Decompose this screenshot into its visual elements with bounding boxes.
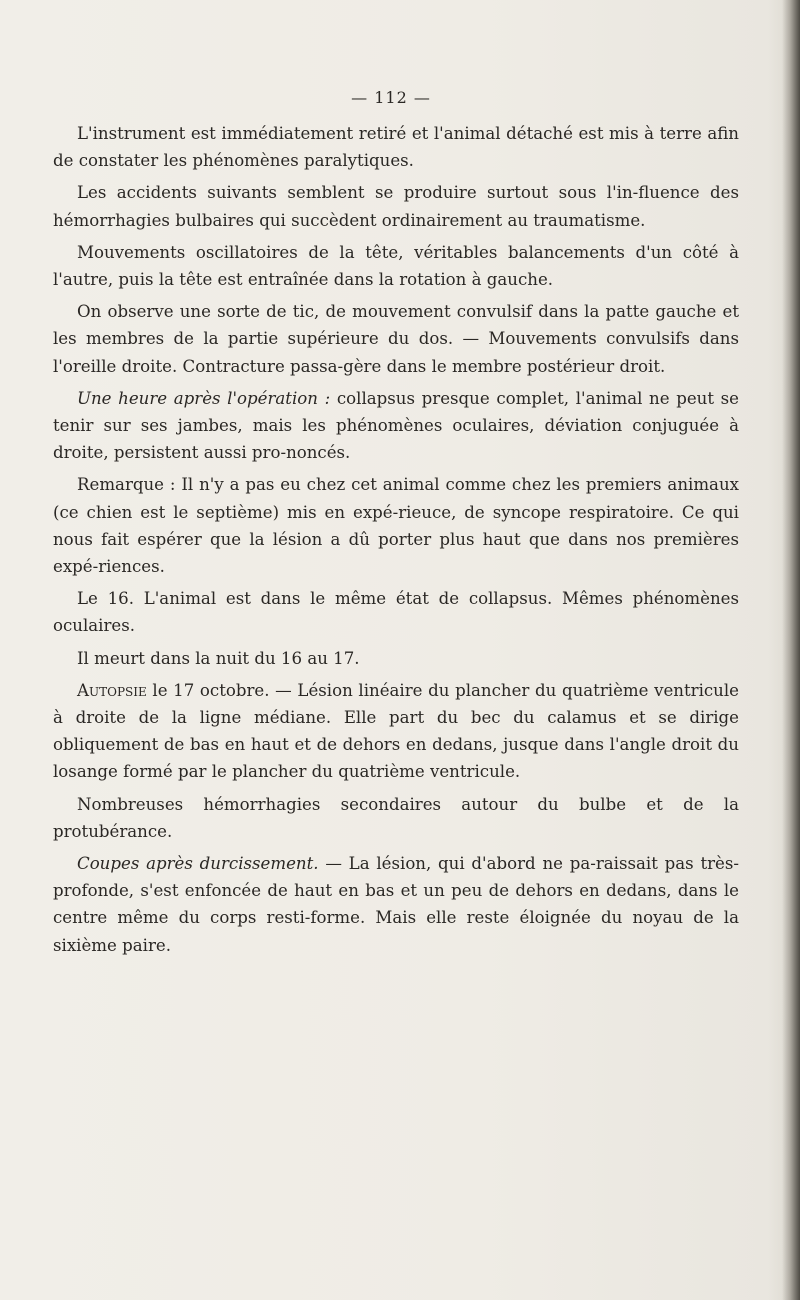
paragraph-10	[53, 791, 739, 845]
paragraph-5-lead: Une heure après l'opération :	[77, 388, 331, 408]
paragraph-5-text: collapsus presque complet, l'animal ne peut se tenir sur ses jambes, mais les phénomènes oculaires, déviation conjuguée à droite, persistent aussi pro-noncés.	[53, 388, 739, 463]
paragraph-2-text: Les accidents suivants semblent se produire surtout sous l'in-fluence des hémorrhagies bulbaires qui succèdent ordinairement au traumatisme.	[53, 183, 739, 230]
paragraph-6-text: Remarque : Il n'y a pas eu chez cet animal comme chez les premiers animaux (ce chien est le septième) mis en expé-rieuce, de syncope respiratoire. Ce qui nous fait espérer que la lésion a dû porter plus haut que dans nos premières expé-riences.	[53, 475, 739, 577]
paragraph-9-lead: Autopsie	[77, 680, 147, 700]
paragraph-6	[53, 471, 739, 580]
paragraph-11	[53, 850, 739, 959]
paragraph-8	[53, 645, 739, 672]
paragraph-9	[53, 677, 739, 786]
paragraph-4	[53, 298, 739, 380]
paragraph-3-text: Mouvements oscillatoires de la tête, véritables balancements d'un côté à l'autre, puis la tête est entraînée dans la rotation à gauche.	[53, 242, 739, 290]
paragraph-4-text: On observe une sorte de tic, de mouvement convulsif dans la patte gauche et les membres de la partie supérieure du dos. — Mouvements convulsifs dans l'oreille droite. Contracture passa-gère dans le membre postérieur droit.	[53, 302, 739, 376]
paragraph-8-text: Il meurt dans la nuit du 16 au 17.	[77, 648, 360, 668]
paragraph-2	[53, 179, 739, 233]
paragraph-5	[53, 385, 739, 467]
paragraph-7-text: Le 16. L'animal est dans le même état de collapsus. Mêmes phénomènes oculaires.	[53, 589, 739, 636]
paragraph-1	[53, 120, 739, 174]
binding-edge-shadow	[782, 0, 800, 1300]
paragraph-9-text: le 17 octobre. — Lésion linéaire du plancher du quatrième ventricule à droite de la ligne médiane. Elle part du bec du calamus et se dirige obliquement de bas en haut et de dehors en dedans, jusque dans l'angle droit du losange formé par le plancher du quatrième ventricule.	[53, 680, 739, 782]
paragraph-3	[53, 239, 739, 293]
paragraph-7	[53, 585, 739, 639]
paragraph-10-text: Nombreuses hémorrhagies secondaires autour du bulbe et de la protubérance.	[53, 794, 739, 841]
body-text	[53, 120, 739, 964]
page-number: — 112 —	[351, 88, 431, 107]
paragraph-1-text: L'instrument est immédiatement retiré et l'animal détaché est mis à terre afin de constater les phénomènes paralytiques.	[53, 124, 739, 171]
paragraph-11-text: — La lésion, qui d'abord ne pa-raissait pas très-profonde, s'est enfoncée de haut en bas et un peu de dehors en dedans, dans le centre même du corps resti-forme. Mais elle reste éloignée du noyau de la sixième paire.	[53, 854, 739, 955]
paragraph-11-lead: Coupes après durcissement.	[77, 854, 319, 874]
